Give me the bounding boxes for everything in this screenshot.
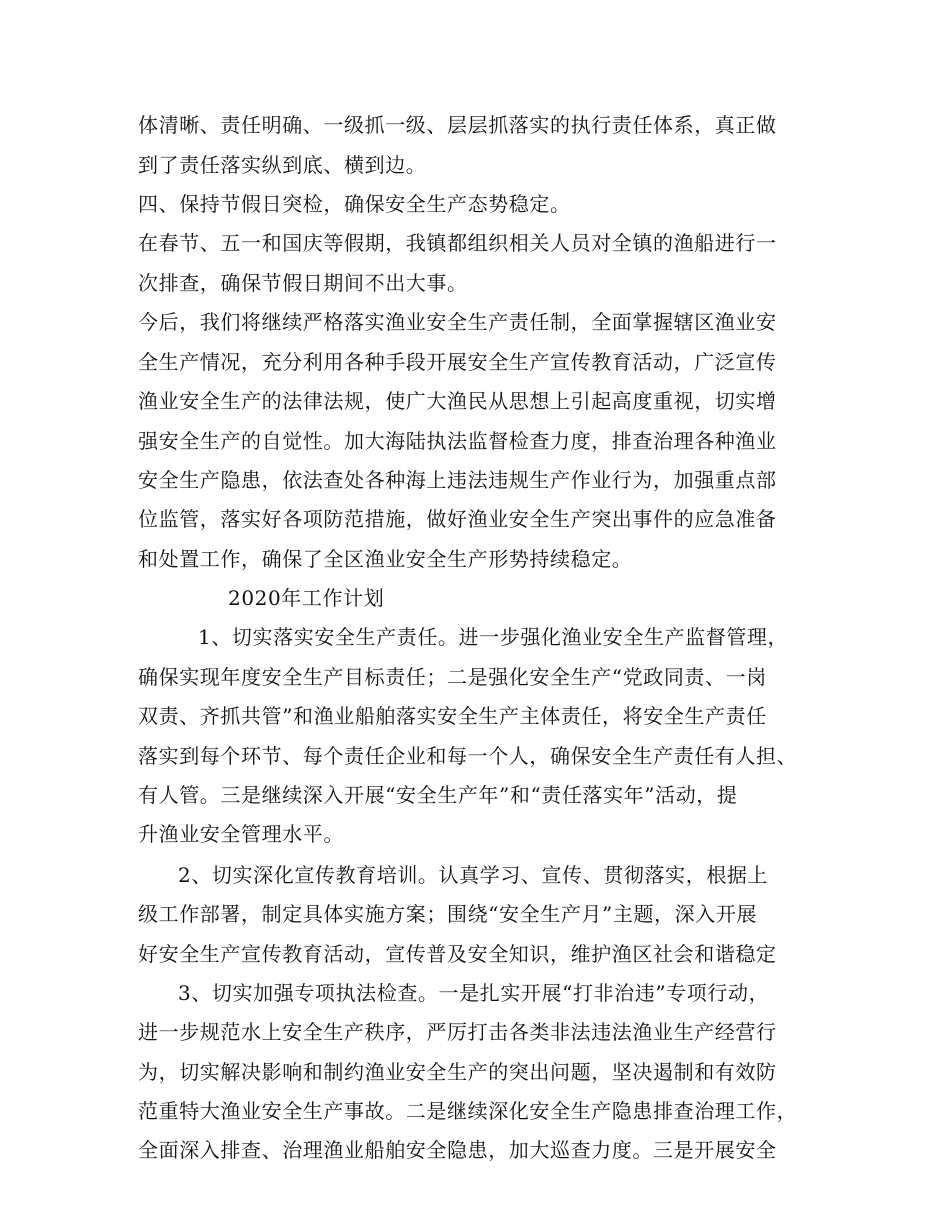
paragraph-line: 级工作部署，制定具体实施方案；围绕“安全生产月”主题，深入开展: [138, 902, 758, 926]
paragraph-line: 进一步规范水上安全生产秩序，严厉打击各类非法违法渔业生产经营行: [138, 1020, 777, 1044]
paragraph-line: 全生产情况，充分利用各种手段开展安全生产宣传教育活动，广泛宣传: [138, 350, 777, 374]
paragraph-line: 好安全生产宣传教育活动，宣传普及安全知识，维护渔区社会和谐稳定: [138, 942, 777, 966]
paragraph-line: 双责、齐抓共管”和渔业船舶落实安全生产主体责任，将安全生产责任: [138, 704, 767, 728]
section-heading: 四、保持节假日突检，确保安全生产态势稳定。: [138, 192, 571, 216]
paragraph-line: 次排查，确保节假日期间不出大事。: [138, 271, 468, 295]
paragraph-line: 安全生产隐患，依法查处各种海上违法违规生产作业行为，加强重点部: [138, 468, 777, 492]
paragraph-line: 3、切实加强专项执法检查。一是扎实开展“打非治违”专项行动，: [178, 981, 770, 1005]
plan-title: 2020年工作计划: [228, 586, 385, 610]
paragraph-line: 体清晰、责任明确、一级抓一级、层层抓落实的执行责任体系，真正做: [138, 113, 777, 137]
paragraph-line: 在春节、五一和国庆等假期，我镇都组织相关人员对全镇的渔船进行一: [138, 231, 777, 255]
paragraph-line: 全面深入排查、治理渔业船舶安全隐患，加大巡查力度。三是开展安全: [138, 1138, 777, 1162]
paragraph-line: 1、切实落实安全生产责任。进一步强化渔业安全生产监督管理，: [198, 625, 789, 649]
paragraph-line: 到了责任落实纵到底、横到边。: [138, 153, 427, 177]
paragraph-line: 有人管。三是继续深入开展“安全生产年”和“责任落实年”活动，提: [138, 783, 738, 807]
paragraph-line: 今后，我们将继续严格落实渔业安全生产责任制，全面掌握辖区渔业安: [138, 310, 777, 334]
paragraph-line: 为，切实解决影响和制约渔业安全生产的突出问题，坚决遏制和有效防: [138, 1060, 777, 1084]
paragraph-line: 渔业安全生产的法律法规，使广大渔民从思想上引起高度重视，切实增: [138, 389, 777, 413]
paragraph-line: 位监管，落实好各项防范措施，做好渔业安全生产突出事件的应急准备: [138, 507, 777, 531]
paragraph-line: 确保实现年度安全生产目标责任；二是强化安全生产“党政同责、一岗: [138, 665, 767, 689]
paragraph-line: 升渔业安全管理水平。: [138, 822, 344, 846]
paragraph-line: 和处置工作，确保了全区渔业安全生产形势持续稳定。: [138, 547, 633, 571]
paragraph-line: 范重特大渔业安全生产事故。二是继续深化安全生产隐患排查治理工作，: [138, 1099, 798, 1123]
paragraph-line: 2、切实深化宣传教育培训。认真学习、宣传、贯彻落实，根据上: [178, 863, 769, 887]
paragraph-line: 强安全生产的自觉性。加大海陆执法监督检查力度，排查治理各种渔业: [138, 429, 777, 453]
paragraph-line: 落实到每个环节、每个责任企业和每一个人，确保安全生产责任有人担、: [138, 744, 798, 768]
